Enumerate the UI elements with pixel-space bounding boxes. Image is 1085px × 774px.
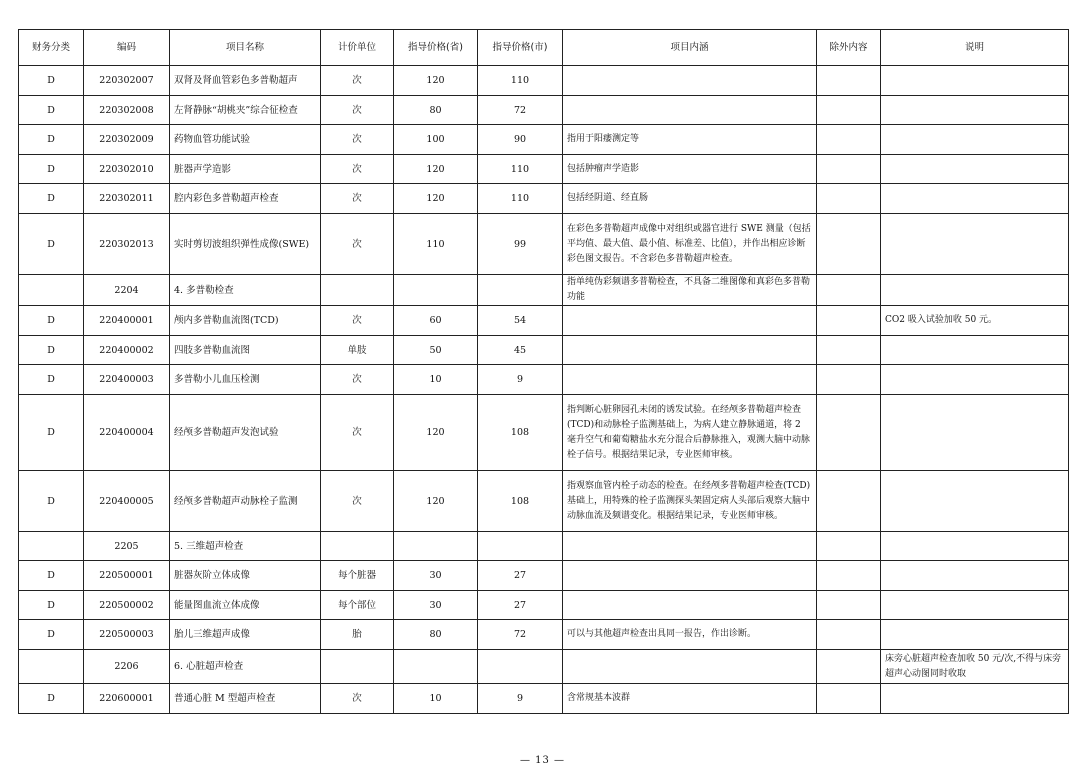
category-cell: D — [19, 306, 84, 336]
category-cell — [19, 650, 84, 684]
price-province-cell: 100 — [394, 125, 478, 155]
table-row — [19, 650, 1069, 684]
code-cell: 220302011 — [84, 184, 170, 214]
category-cell: D — [19, 395, 84, 471]
category-cell: D — [19, 620, 84, 650]
unit-cell — [321, 532, 394, 561]
unit-cell — [321, 650, 394, 684]
notes-cell — [881, 336, 1069, 365]
description-cell — [563, 650, 817, 684]
unit-cell: 次 — [321, 66, 394, 96]
notes-cell — [881, 365, 1069, 395]
category-cell — [19, 532, 84, 561]
unit-cell: 次 — [321, 184, 394, 214]
header-unit: 计价单位 — [321, 30, 394, 66]
table-row — [19, 561, 1069, 591]
price-province-cell — [394, 650, 478, 684]
exclusions-cell — [817, 275, 881, 306]
notes-cell — [881, 532, 1069, 561]
header-price-province: 指导价格(省) — [394, 30, 478, 66]
notes-cell — [881, 395, 1069, 471]
description-cell: 指判断心脏卵园孔未闭的诱发试验。在经颅多普勒超声检查(TCD)和动脉栓子监测基础上，为病人建立静脉通道，将 2 毫升空气和葡萄糖盐水充分混合后静脉推入，观测大脑中动脉栓子信号。根据结果记录，专业医师审核。 — [563, 395, 817, 471]
notes-cell — [881, 591, 1069, 620]
item-name-cell: 经颅多普勒超声发泡试验 — [170, 395, 321, 471]
exclusions-cell — [817, 336, 881, 365]
price-city-cell: 110 — [478, 66, 563, 96]
price-city-cell: 110 — [478, 155, 563, 184]
price-city-cell — [478, 650, 563, 684]
price-province-cell: 30 — [394, 561, 478, 591]
table-row — [19, 184, 1069, 214]
notes-cell — [881, 214, 1069, 275]
unit-cell: 次 — [321, 96, 394, 125]
code-cell: 220302010 — [84, 155, 170, 184]
price-province-cell: 120 — [394, 471, 478, 532]
table-row — [19, 306, 1069, 336]
item-name-cell: 四肢多普勒血流图 — [170, 336, 321, 365]
exclusions-cell — [817, 96, 881, 125]
item-name-cell: 双肾及肾血管彩色多普勒超声 — [170, 66, 321, 96]
description-cell — [563, 365, 817, 395]
description-cell: 可以与其他超声检查出具同一报告，作出诊断。 — [563, 620, 817, 650]
page-number: — 13 — — [519, 755, 566, 766]
fee-table — [18, 29, 1069, 714]
unit-cell — [321, 275, 394, 306]
description-cell: 在彩色多普勒超声成像中对组织或器官进行 SWE 测量（包括平均值、最大值、最小值、标准差、比值），并作出相应诊断彩色图文报告。不含彩色多普勒超声检查。 — [563, 214, 817, 275]
category-cell: D — [19, 365, 84, 395]
notes-cell — [881, 96, 1069, 125]
price-province-cell: 80 — [394, 96, 478, 125]
table-row — [19, 275, 1069, 306]
category-cell: D — [19, 66, 84, 96]
description-cell: 指用于阳痿测定等 — [563, 125, 817, 155]
item-name-cell: 颅内多普勒血流图(TCD) — [170, 306, 321, 336]
item-name-cell: 4. 多普勒检查 — [170, 275, 321, 306]
code-cell: 220302013 — [84, 214, 170, 275]
price-city-cell — [478, 532, 563, 561]
description-cell: 指观察血管内栓子动态的检查。在经颅多普勒超声检查(TCD)基础上，用特殊的栓子监测探头架固定病人头部后观察大脑中动脉血流及频谱变化。根据结果记录，专业医师审核。 — [563, 471, 817, 532]
price-province-cell — [394, 532, 478, 561]
notes-cell — [881, 275, 1069, 306]
price-city-cell: 27 — [478, 561, 563, 591]
price-city-cell: 45 — [478, 336, 563, 365]
table-row — [19, 591, 1069, 620]
price-city-cell: 72 — [478, 96, 563, 125]
code-cell: 220302008 — [84, 96, 170, 125]
item-name-cell: 左肾静脉“胡桃夹”综合征检查 — [170, 96, 321, 125]
price-province-cell — [394, 275, 478, 306]
notes-cell: 床旁心脏超声检查加收 50 元/次,不得与床旁超声心动图同时收取 — [881, 650, 1069, 684]
exclusions-cell — [817, 532, 881, 561]
price-province-cell: 120 — [394, 395, 478, 471]
exclusions-cell — [817, 125, 881, 155]
category-cell: D — [19, 125, 84, 155]
header-price-city: 指导价格(市) — [478, 30, 563, 66]
price-province-cell: 60 — [394, 306, 478, 336]
header-exclusions: 除外内容 — [817, 30, 881, 66]
exclusions-cell — [817, 561, 881, 591]
exclusions-cell — [817, 650, 881, 684]
notes-cell — [881, 184, 1069, 214]
code-cell: 2204 — [84, 275, 170, 306]
item-name-cell: 药物血管功能试验 — [170, 125, 321, 155]
category-cell: D — [19, 591, 84, 620]
notes-cell — [881, 561, 1069, 591]
price-city-cell: 72 — [478, 620, 563, 650]
table-row — [19, 125, 1069, 155]
unit-cell: 次 — [321, 306, 394, 336]
unit-cell: 单肢 — [321, 336, 394, 365]
item-name-cell: 脏器声学造影 — [170, 155, 321, 184]
table-row — [19, 684, 1069, 714]
price-province-cell: 120 — [394, 66, 478, 96]
price-city-cell: 99 — [478, 214, 563, 275]
table-row — [19, 214, 1069, 275]
notes-cell — [881, 125, 1069, 155]
header-notes: 说明 — [881, 30, 1069, 66]
price-city-cell: 54 — [478, 306, 563, 336]
item-name-cell: 胎儿三维超声成像 — [170, 620, 321, 650]
exclusions-cell — [817, 471, 881, 532]
category-cell: D — [19, 155, 84, 184]
table-row — [19, 365, 1069, 395]
price-city-cell — [478, 275, 563, 306]
description-cell — [563, 591, 817, 620]
unit-cell: 胎 — [321, 620, 394, 650]
notes-cell — [881, 66, 1069, 96]
price-province-cell: 10 — [394, 365, 478, 395]
price-city-cell: 108 — [478, 471, 563, 532]
unit-cell: 次 — [321, 155, 394, 184]
category-cell: D — [19, 184, 84, 214]
item-name-cell: 经颅多普勒超声动脉栓子监测 — [170, 471, 321, 532]
table-row — [19, 395, 1069, 471]
exclusions-cell — [817, 66, 881, 96]
item-name-cell: 实时剪切波组织弹性成像(SWE) — [170, 214, 321, 275]
description-cell — [563, 532, 817, 561]
table-row — [19, 155, 1069, 184]
table-row — [19, 96, 1069, 125]
price-province-cell: 80 — [394, 620, 478, 650]
price-city-cell: 9 — [478, 684, 563, 714]
category-cell: D — [19, 214, 84, 275]
code-cell: 220400002 — [84, 336, 170, 365]
unit-cell: 每个部位 — [321, 591, 394, 620]
description-cell — [563, 66, 817, 96]
exclusions-cell — [817, 184, 881, 214]
item-name-cell: 脏器灰阶立体成像 — [170, 561, 321, 591]
exclusions-cell — [817, 365, 881, 395]
description-cell — [563, 306, 817, 336]
item-name-cell: 腔内彩色多普勒超声检查 — [170, 184, 321, 214]
price-city-cell: 90 — [478, 125, 563, 155]
price-province-cell: 10 — [394, 684, 478, 714]
item-name-cell: 普通心脏 M 型超声检查 — [170, 684, 321, 714]
price-city-cell: 9 — [478, 365, 563, 395]
unit-cell: 次 — [321, 214, 394, 275]
exclusions-cell — [817, 395, 881, 471]
notes-cell — [881, 620, 1069, 650]
exclusions-cell — [817, 155, 881, 184]
notes-cell — [881, 155, 1069, 184]
code-cell: 220500002 — [84, 591, 170, 620]
header-row — [19, 30, 1069, 66]
description-cell: 含常规基本波群 — [563, 684, 817, 714]
price-province-cell: 120 — [394, 155, 478, 184]
item-name-cell: 5. 三维超声检查 — [170, 532, 321, 561]
table-row — [19, 336, 1069, 365]
unit-cell: 次 — [321, 125, 394, 155]
table-row — [19, 471, 1069, 532]
exclusions-cell — [817, 620, 881, 650]
table-row — [19, 532, 1069, 561]
header-description: 项目内涵 — [563, 30, 817, 66]
code-cell: 220400004 — [84, 395, 170, 471]
unit-cell: 次 — [321, 365, 394, 395]
unit-cell: 每个脏器 — [321, 561, 394, 591]
notes-cell — [881, 684, 1069, 714]
code-cell: 220600001 — [84, 684, 170, 714]
description-cell: 包括经阴道、经直肠 — [563, 184, 817, 214]
exclusions-cell — [817, 591, 881, 620]
header-item-name: 项目名称 — [170, 30, 321, 66]
item-name-cell: 6. 心脏超声检查 — [170, 650, 321, 684]
description-cell — [563, 96, 817, 125]
unit-cell: 次 — [321, 684, 394, 714]
price-city-cell: 108 — [478, 395, 563, 471]
item-name-cell: 多普勒小儿血压检测 — [170, 365, 321, 395]
description-cell — [563, 561, 817, 591]
code-cell: 220302009 — [84, 125, 170, 155]
unit-cell: 次 — [321, 395, 394, 471]
category-cell — [19, 275, 84, 306]
price-province-cell: 50 — [394, 336, 478, 365]
header-code: 编码 — [84, 30, 170, 66]
description-cell — [563, 336, 817, 365]
code-cell: 220400003 — [84, 365, 170, 395]
category-cell: D — [19, 561, 84, 591]
price-city-cell: 110 — [478, 184, 563, 214]
item-name-cell: 能量图血流立体成像 — [170, 591, 321, 620]
unit-cell: 次 — [321, 471, 394, 532]
price-city-cell: 27 — [478, 591, 563, 620]
exclusions-cell — [817, 306, 881, 336]
price-province-cell: 120 — [394, 184, 478, 214]
exclusions-cell — [817, 684, 881, 714]
category-cell: D — [19, 471, 84, 532]
category-cell: D — [19, 96, 84, 125]
code-cell: 220500003 — [84, 620, 170, 650]
header-category: 财务分类 — [19, 30, 84, 66]
code-cell: 220500001 — [84, 561, 170, 591]
notes-cell: CO2 吸入试验加收 50 元。 — [881, 306, 1069, 336]
price-province-cell: 30 — [394, 591, 478, 620]
table-row — [19, 66, 1069, 96]
exclusions-cell — [817, 214, 881, 275]
code-cell: 2205 — [84, 532, 170, 561]
description-cell: 包括肿瘤声学造影 — [563, 155, 817, 184]
table-row — [19, 620, 1069, 650]
code-cell: 220302007 — [84, 66, 170, 96]
code-cell: 2206 — [84, 650, 170, 684]
description-cell: 指单纯伪彩频谱多普勒检查，不具备二维图像和真彩色多普勒功能 — [563, 275, 817, 306]
code-cell: 220400001 — [84, 306, 170, 336]
price-province-cell: 110 — [394, 214, 478, 275]
code-cell: 220400005 — [84, 471, 170, 532]
category-cell: D — [19, 684, 84, 714]
notes-cell — [881, 471, 1069, 532]
category-cell: D — [19, 336, 84, 365]
